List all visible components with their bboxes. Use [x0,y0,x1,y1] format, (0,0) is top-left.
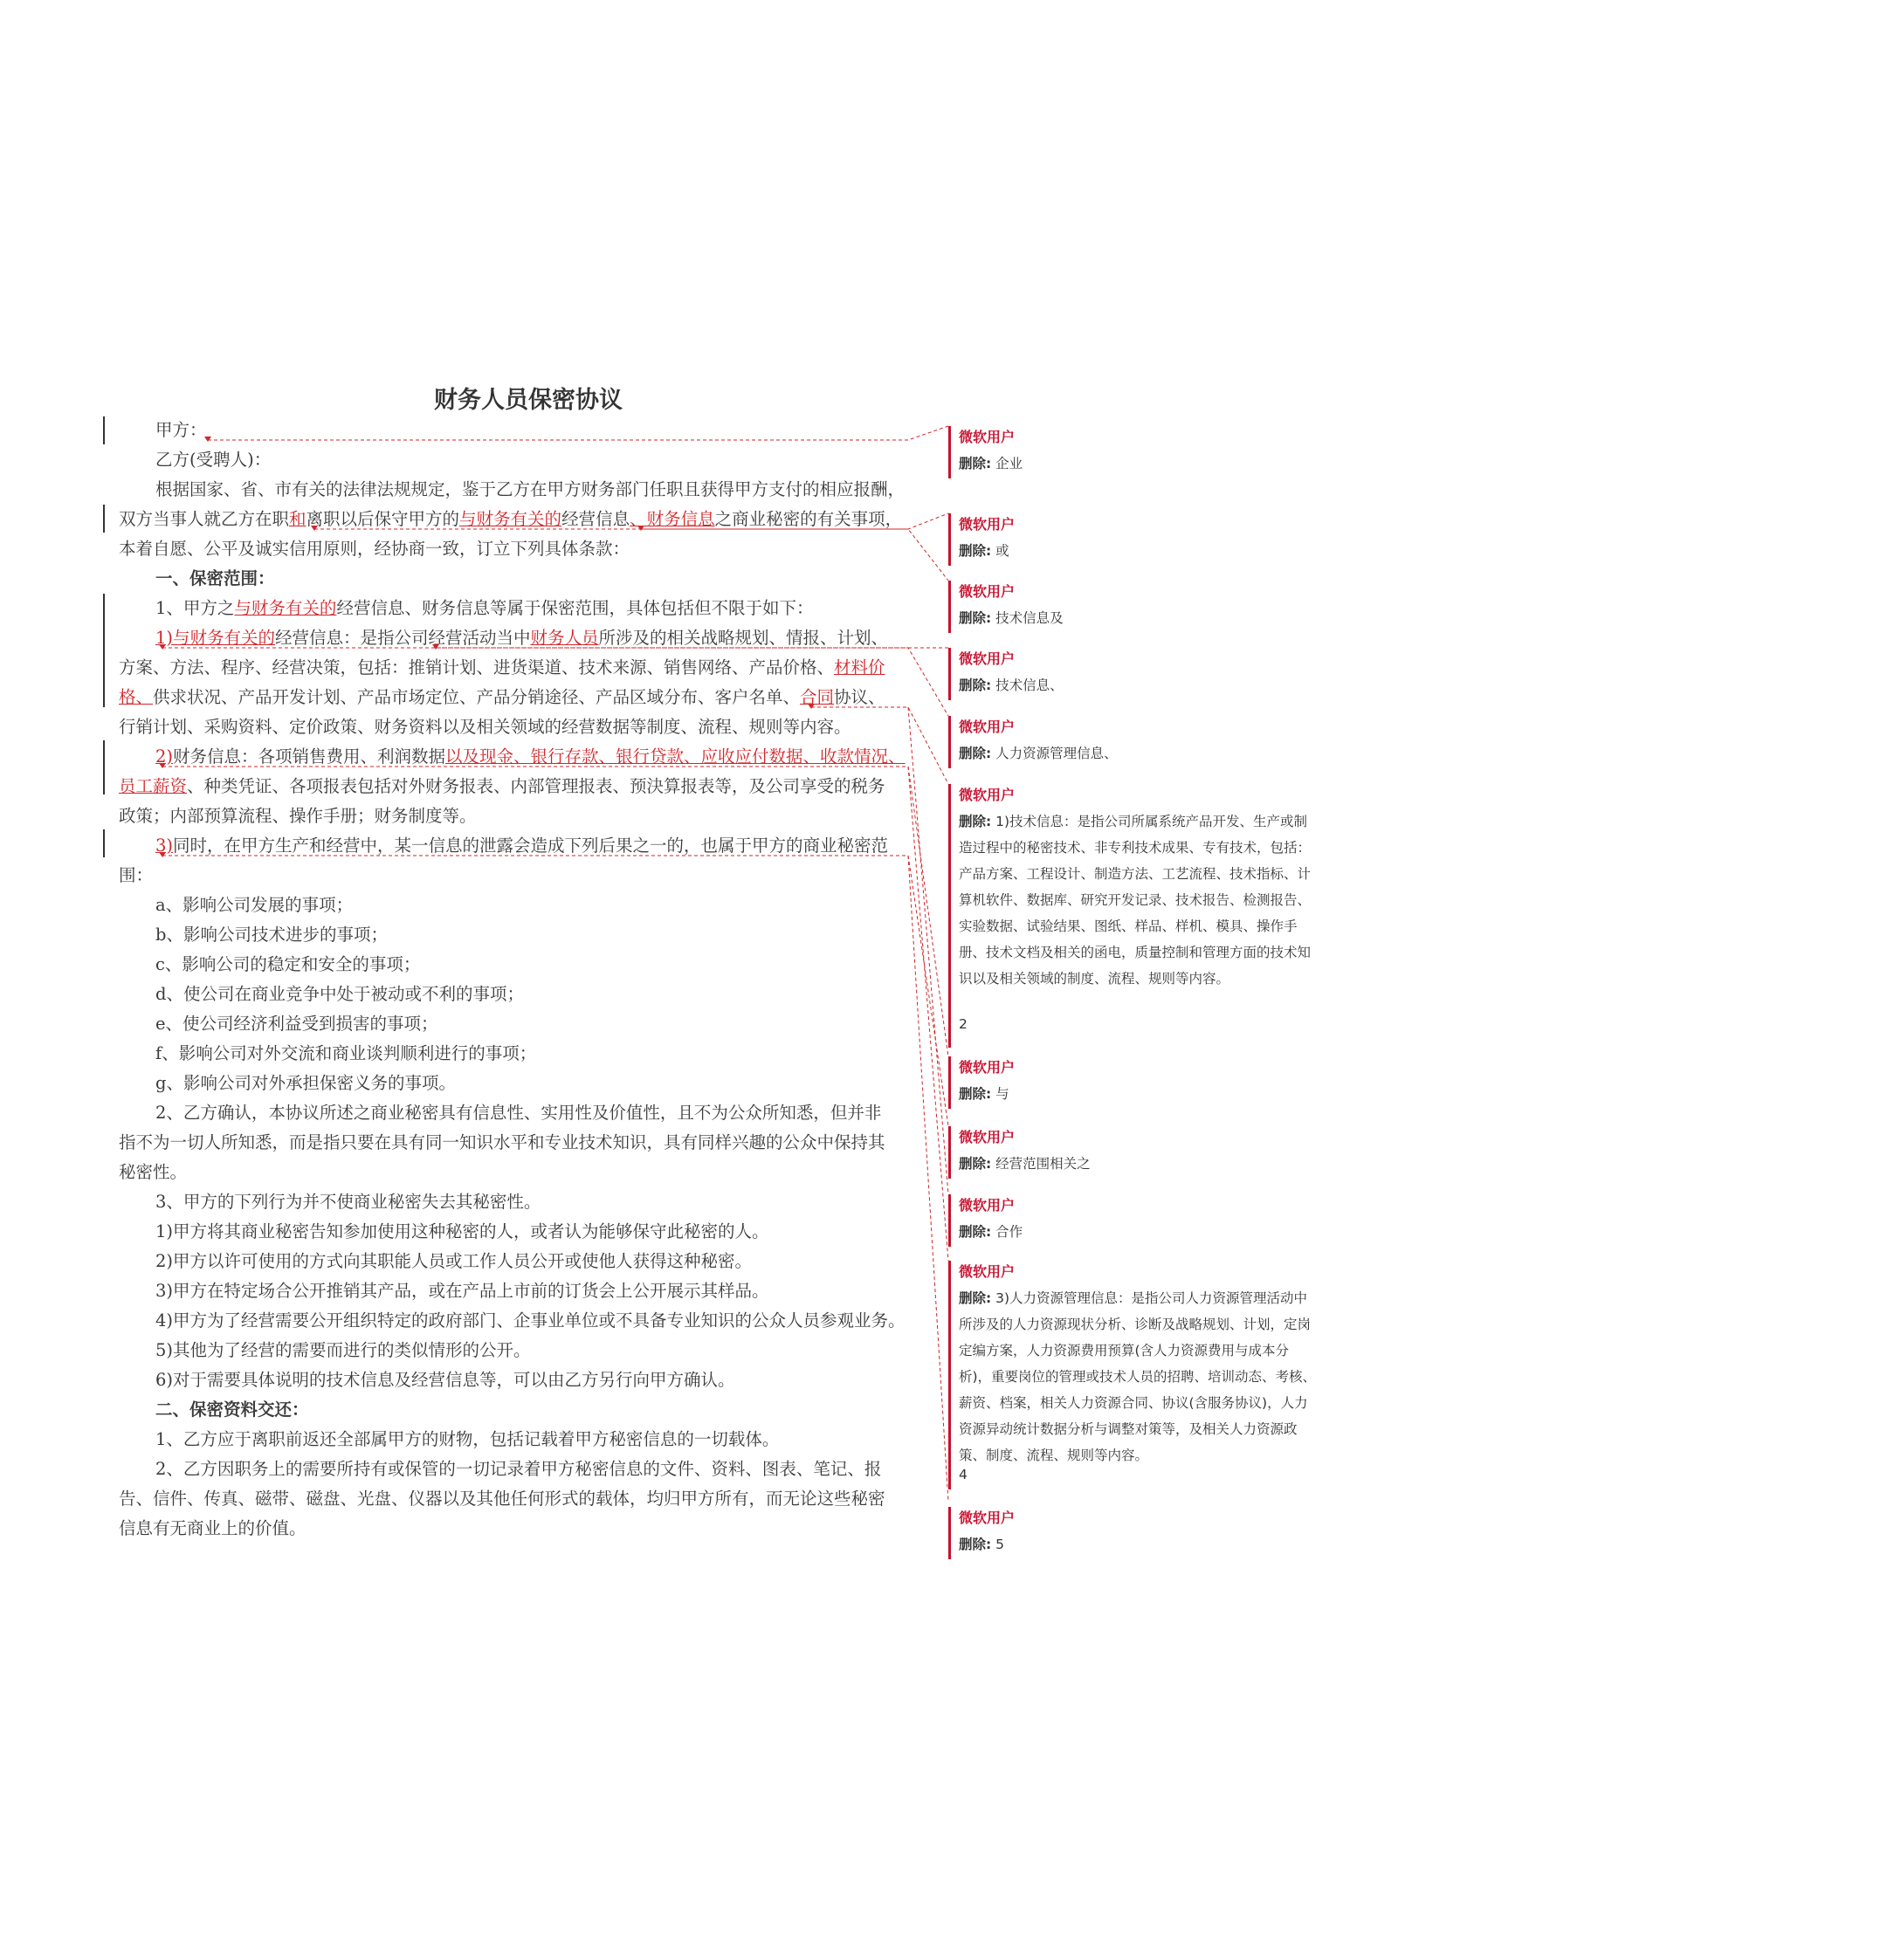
comment-rule [948,784,951,1048]
paragraph-line[interactable]: 3、甲方的下列行为并不使商业秘密失去其秘密性。 [155,1192,541,1212]
comment-body: 删除: 人力资源管理信息、 [959,746,1118,761]
comment-rule [948,1194,951,1247]
paragraph-line[interactable]: 1、乙方应于离职前返还全部属甲方的财物，包括记载着甲方秘密信息的一切载体。 [155,1429,780,1449]
list-item[interactable]: e、使公司经济利益受到损害的事项； [155,1014,438,1034]
comment-balloon[interactable] [948,426,1315,478]
list-item[interactable]: b、影响公司技术进步的事项； [155,925,388,945]
comment-author: 微软用户 [959,516,1016,533]
list-item[interactable]: c、影响公司的稳定和安全的事项； [155,954,421,974]
comment-suffix: 4 [959,1467,968,1482]
comment-body: 删除: 与 [959,1086,1009,1102]
paragraph-line[interactable]: 信息有无商业上的价值。 [119,1518,306,1538]
comment-body: 删除: 5 [959,1537,1005,1552]
comment-body: 删除: 1)技术信息：是指公司所属系统产品开发、生产或制造过程中的秘密技术、非专利技术成果、专有技术，包括：产品方案、工程设计、制造方法、工艺流程、技术指标、计算机软件、数据库、研究开发记录、技术报告、检测报告、实验数据、试验结果、图纸、样品、样机、模具、操作手册、技术文档及相关的函电，质量控制和管理方面的技术知识以及相关领域的制度、流程、规则等内容。 [959,814,1312,987]
list-item[interactable]: 1)甲方将其商业秘密告知参加使用这种秘密的人，或者认为能够保守此秘密的人。 [155,1221,769,1241]
paragraph-line[interactable]: 政策；内部预算流程、操作手册；财务制度等。 [119,806,477,826]
comment-author: 微软用户 [959,1510,1016,1526]
comment-body: 删除: 经营范围相关之 [959,1156,1091,1172]
list-item[interactable]: d、使公司在商业竞争中处于被动或不利的事项； [155,984,524,1004]
comment-author: 微软用户 [959,1129,1016,1145]
comment-rule [948,716,951,768]
paragraph-line[interactable]: 员工薪资、种类凭证、各项报表包括对外财务报表、内部管理报表、预決算报表等，及公司享受的税务 [119,776,885,796]
paragraph-line[interactable]: 2、乙方确认，本协议所述之商业秘密具有信息性、实用性及价值性，且不为公众所知悉，但并非 [155,1103,882,1123]
comment-balloon[interactable] [948,1126,1315,1179]
list-item[interactable]: g、影响公司对外承担保密义务的事项。 [155,1073,456,1093]
comment-body: 删除: 技术信息、 [959,677,1064,693]
comment-rule [948,513,951,566]
comment-rule [948,1056,951,1109]
comment-body: 删除: 或 [959,543,1009,559]
comment-author: 微软用户 [959,787,1016,803]
list-item[interactable]: 2)甲方以许可使用的方式向其职能人员或工作人员公开或使他人获得这种秘密。 [155,1251,753,1271]
list-item[interactable]: f、影响公司对外交流和商业谈判顺利进行的事项； [155,1043,537,1063]
list-item[interactable]: 5)其他为了经营的需要而进行的类似情形的公开。 [155,1340,531,1360]
comment-balloon[interactable] [948,1056,1315,1109]
comment-balloon[interactable] [948,716,1315,768]
comment-rule [948,648,951,700]
comment-balloon[interactable] [948,581,1315,633]
comment-suffix: 2 [959,1016,968,1032]
paragraph-line[interactable]: 行销计划、采购资料、定价政策、财务资料以及相关领域的经营数据等制度、流程、规则等内容。 [119,717,851,737]
paragraph-line[interactable]: 根据国家、省、市有关的法律法规规定，鉴于乙方在甲方财务部门任职且获得甲方支付的相应报酬， [155,479,906,499]
paragraph-line[interactable]: 本着自愿、公平及诚实信用原则，经协商一致，订立下列具体条款： [119,539,630,559]
comment-author: 微软用户 [959,1059,1016,1076]
comment-balloon[interactable] [948,513,1315,566]
section-heading: 二、保密资料交还： [155,1400,309,1420]
paragraph-line[interactable]: 1)与财务有关的经营信息：是指公司经营活动当中财务人员所涉及的相关战略规划、情报、计划、 [155,628,889,648]
comment-body: 删除: 合作 [959,1224,1023,1240]
paragraph-line[interactable]: 双方当事人就乙方在职和离职以后保守甲方的与财务有关的经营信息、财务信息之商业秘密的有关事项， [119,509,903,529]
comment-rule [948,1126,951,1179]
paragraph-line[interactable]: 3)同时，在甲方生产和经营中，某一信息的泄露会造成下列后果之一的，也属于甲方的商业秘密范 [155,836,889,856]
list-item[interactable]: 3)甲方在特定场合公开推销其产品，或在产品上市前的订货会上公开展示其样品。 [155,1281,769,1301]
comment-author: 微软用户 [959,429,1016,445]
comment-body: 删除: 企业 [959,456,1023,471]
comment-body: 删除: 技术信息及 [959,610,1064,626]
comment-rule [948,426,951,478]
paragraph-line[interactable]: 格、供求状况、产品开发计划、产品市场定位、产品分销途径、产品区域分布、客户名单、合同协议、 [119,687,885,707]
comment-author: 微软用户 [959,1197,1016,1214]
comment-rule [948,1261,951,1489]
paragraph-line[interactable]: 2)财务信息：各项销售费用、利润数据以及现金、银行存款、银行贷款、应收应付数据、收款情况、 [155,746,906,767]
comment-author: 微软用户 [959,719,1016,735]
list-item[interactable]: 4)甲方为了经营需要公开组织特定的政府部门、企事业单位或不具备专业知识的公众人员参观业务。 [155,1310,906,1331]
comment-balloon[interactable] [948,1507,1315,1559]
paragraph-line[interactable]: 1、甲方之与财务有关的经营信息、财务信息等属于保密范围，具体包括但不限于如下： [155,598,814,618]
comment-rule [948,1507,951,1559]
paragraph-line[interactable]: 指不为一切人所知悉，而是指只要在具有同一知识水平和专业技术知识，具有同样兴趣的公众中保持其 [119,1132,885,1152]
paragraph-line[interactable]: 告、信件、传真、磁带、磁盘、光盘、仪器以及其他任何形式的载体，均归甲方所有，而无论这些秘密 [119,1489,885,1509]
paragraph-line[interactable]: 秘密性。 [119,1162,188,1182]
comment-rule [948,581,951,633]
paragraph-line[interactable]: 围： [119,865,154,885]
document-title: 财务人员保密协议 [434,387,623,414]
paragraph-line[interactable]: 方案、方法、程序、经营决策，包括：推销计划、进货渠道、技术来源、销售网络、产品价格、材料价 [119,657,885,677]
party-b-line[interactable]: 乙方(受聘人)： [155,450,272,470]
comment-author: 微软用户 [959,650,1016,667]
list-item[interactable]: 6)对于需要具体说明的技术信息及经营信息等，可以由乙方另行向甲方确认。 [155,1370,735,1390]
comment-balloon[interactable] [948,1194,1315,1247]
section-heading: 一、保密范围： [155,568,275,588]
comment-body: 删除: 3)人力资源管理信息：是指公司人力资源管理活动中所涉及的人力资源现状分析、诊断及战略规划、计划，定岗定编方案，人力资源费用预算(含人力资源费用与成本分析)，重要岗位的管理或技术人员的招聘、培训动态、考核、薪资、档案，相关人力资源合同、协议(含服务协议)，人力资源异动统计数据分析与调整对策等，及相关人力资源政策、制度、流程、规则等内容。 [959,1290,1317,1463]
comment-author: 微软用户 [959,1263,1016,1280]
party-a-line[interactable]: 甲方： [155,420,207,440]
comment-balloon[interactable] [948,648,1315,700]
list-item[interactable]: a、影响公司发展的事项； [155,895,354,915]
comment-author: 微软用户 [959,583,1016,600]
comment-balloon[interactable] [948,784,1315,1048]
comment-balloon[interactable] [948,1261,1315,1489]
paragraph-line[interactable]: 2、乙方因职务上的需要所持有或保管的一切记录着甲方秘密信息的文件、资料、图表、笔记、报 [155,1459,882,1479]
